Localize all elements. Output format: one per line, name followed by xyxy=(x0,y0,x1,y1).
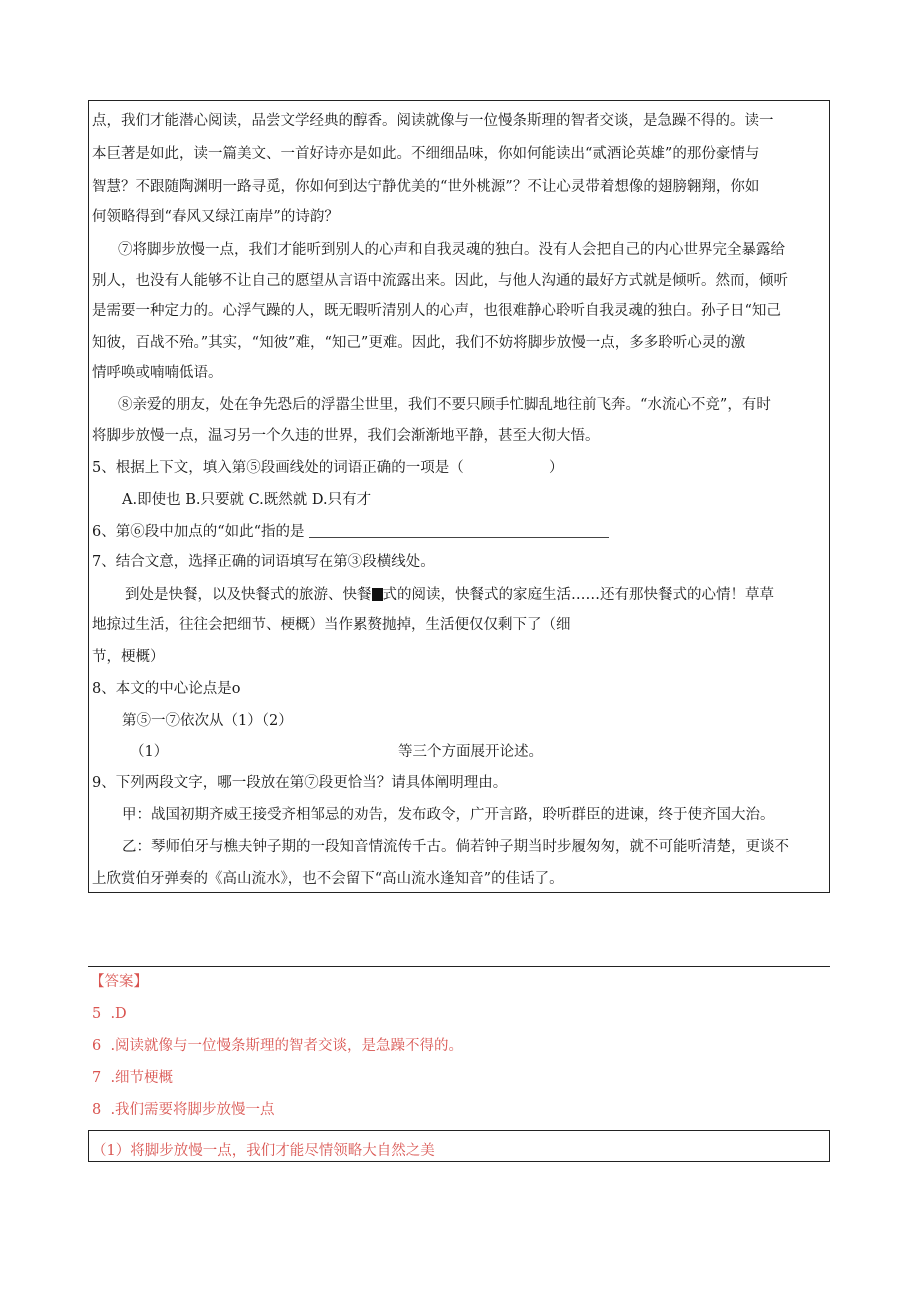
question-9-option-jia: 甲：战国初期齐威王接受齐相邹忌的劝告，发布政令，广开言路，聆听群臣的进谏，终于使齐国大治。 xyxy=(122,807,775,823)
question-9: 9、下列两段文字，哪一段放在第⑦段更恰当？请具体阐明理由。 xyxy=(92,775,508,791)
answer-header: 【答案】 xyxy=(90,974,148,990)
passage-p6-line2: 本巨著是如此，读一篇美文、一首好诗亦是如此。不细细品味，你如何能读出“贰酒论英雄”的那份豪情与 xyxy=(92,146,760,162)
question-8-sub2-a: （1） xyxy=(130,744,169,760)
passage-p7-line2: 别人，也没有人能够不让自己的愿望从言语中流露出来。因此，与他人沟通的最好方式就是倾听。然而，倾听 xyxy=(92,273,788,289)
question-7-passage-line2: 地掠过生活，往往会把细节、梗概）当作累赘抛掉，生活便仅仅剩下了（细 xyxy=(92,617,571,633)
question-8-sub: 第⑤一⑦依次从（1）（2） xyxy=(122,713,293,729)
answer-8-1: （1）将脚步放慢一点，我们才能尽情领略大自然之美 xyxy=(92,1143,435,1159)
question-8-sub2-b: 等三个方面展开论述。 xyxy=(398,744,543,760)
answer-7: 7 .细节梗概 xyxy=(92,1070,174,1086)
question-7-passage-b: 式的阅读，快餐式的家庭生活……还有那快餐式的心情！草草 xyxy=(382,587,774,603)
answer-separator xyxy=(88,966,830,967)
black-square-mark xyxy=(372,588,383,601)
question-5-close: ） xyxy=(548,460,564,476)
question-9-option-yi-line2: 上欣赏伯牙弹奏的《高山流水》，也不会留下“高山流水逢知音”的佳话了。 xyxy=(92,871,564,887)
passage-p8-line2: 将脚步放慢一点，温习另一个久违的世界，我们会渐渐地平静，甚至大彻大悟。 xyxy=(92,428,600,444)
question-8: 8、本文的中心论点是o xyxy=(92,681,241,697)
answer-5: 5 .D xyxy=(92,1006,127,1022)
passage-p8-line1: ⑧亲爱的朋友，处在争先恐后的浮嚣尘世里，我们不要只顾手忙脚乱地往前飞奔。“水流心不竞”，有时 xyxy=(118,397,771,413)
question-7-passage-line3: 节，梗概） xyxy=(92,649,165,665)
passage-p7-line5: 情呼唤或喃喃低语。 xyxy=(92,365,223,381)
passage-p6-line3: 智慧？不跟随陶渊明一路寻觅，你如何到达宁静优美的“世外桃源”？不让心灵带着想像的翅膀翱翔，你如 xyxy=(92,179,760,195)
question-6 xyxy=(92,523,609,541)
passage-p6-line4: 何领略得到“春风又绿江南岸”的诗韵？ xyxy=(92,209,339,225)
question-6-blank-line xyxy=(309,523,609,538)
answer-8: 8 .我们需要将脚步放慢一点 xyxy=(92,1102,275,1118)
passage-p7-line3: 是需要一种定力的。心浮气躁的人，既无暇听清别人的心声，也很难静心聆听自我灵魂的独白。孙子日“知己 xyxy=(92,303,781,319)
question-5-options: A.即使也 B.只要就 C.既然就 D.只有才 xyxy=(122,492,372,508)
question-7: 7、结合文意，选择正确的词语填写在第③段横线处。 xyxy=(92,554,435,570)
passage-p6-line1: 点，我们才能潜心阅读，品尝文学经典的醇香。阅读就像与一位慢条斯理的智者交谈，是急躁不得的。读一 xyxy=(92,113,774,129)
question-6-text: 6、第⑥段中加点的“如此“指的是 xyxy=(92,524,305,540)
question-7-passage-a: 到处是快餐，以及快餐式的旅游、快餐 xyxy=(125,587,372,603)
question-5 xyxy=(92,459,563,477)
passage-p7-line4: 知彼，百战不殆。”其实，“知彼”难，“知己”更难。因此，我们不妨将脚步放慢一点，多多聆听心灵的激 xyxy=(92,335,746,351)
question-5-text: 5、根据上下文，填入第⑤段画线处的词语正确的一项是（ xyxy=(92,460,464,476)
question-7-passage-line1 xyxy=(125,586,774,604)
answer-6: 6 .阅读就像与一位慢条斯理的智者交谈，是急躁不得的。 xyxy=(92,1038,464,1054)
passage-p7-line1: ⑦将脚步放慢一点，我们才能听到别人的心声和自我灵魂的独白。没有人会把自己的内心世界完全暴露给 xyxy=(118,242,785,258)
question-9-option-yi-line1: 乙：琴师伯牙与樵夫钟子期的一段知音情流传千古。倘若钟子期当时步履匆匆，就不可能听清楚，更谈不 xyxy=(122,839,789,855)
